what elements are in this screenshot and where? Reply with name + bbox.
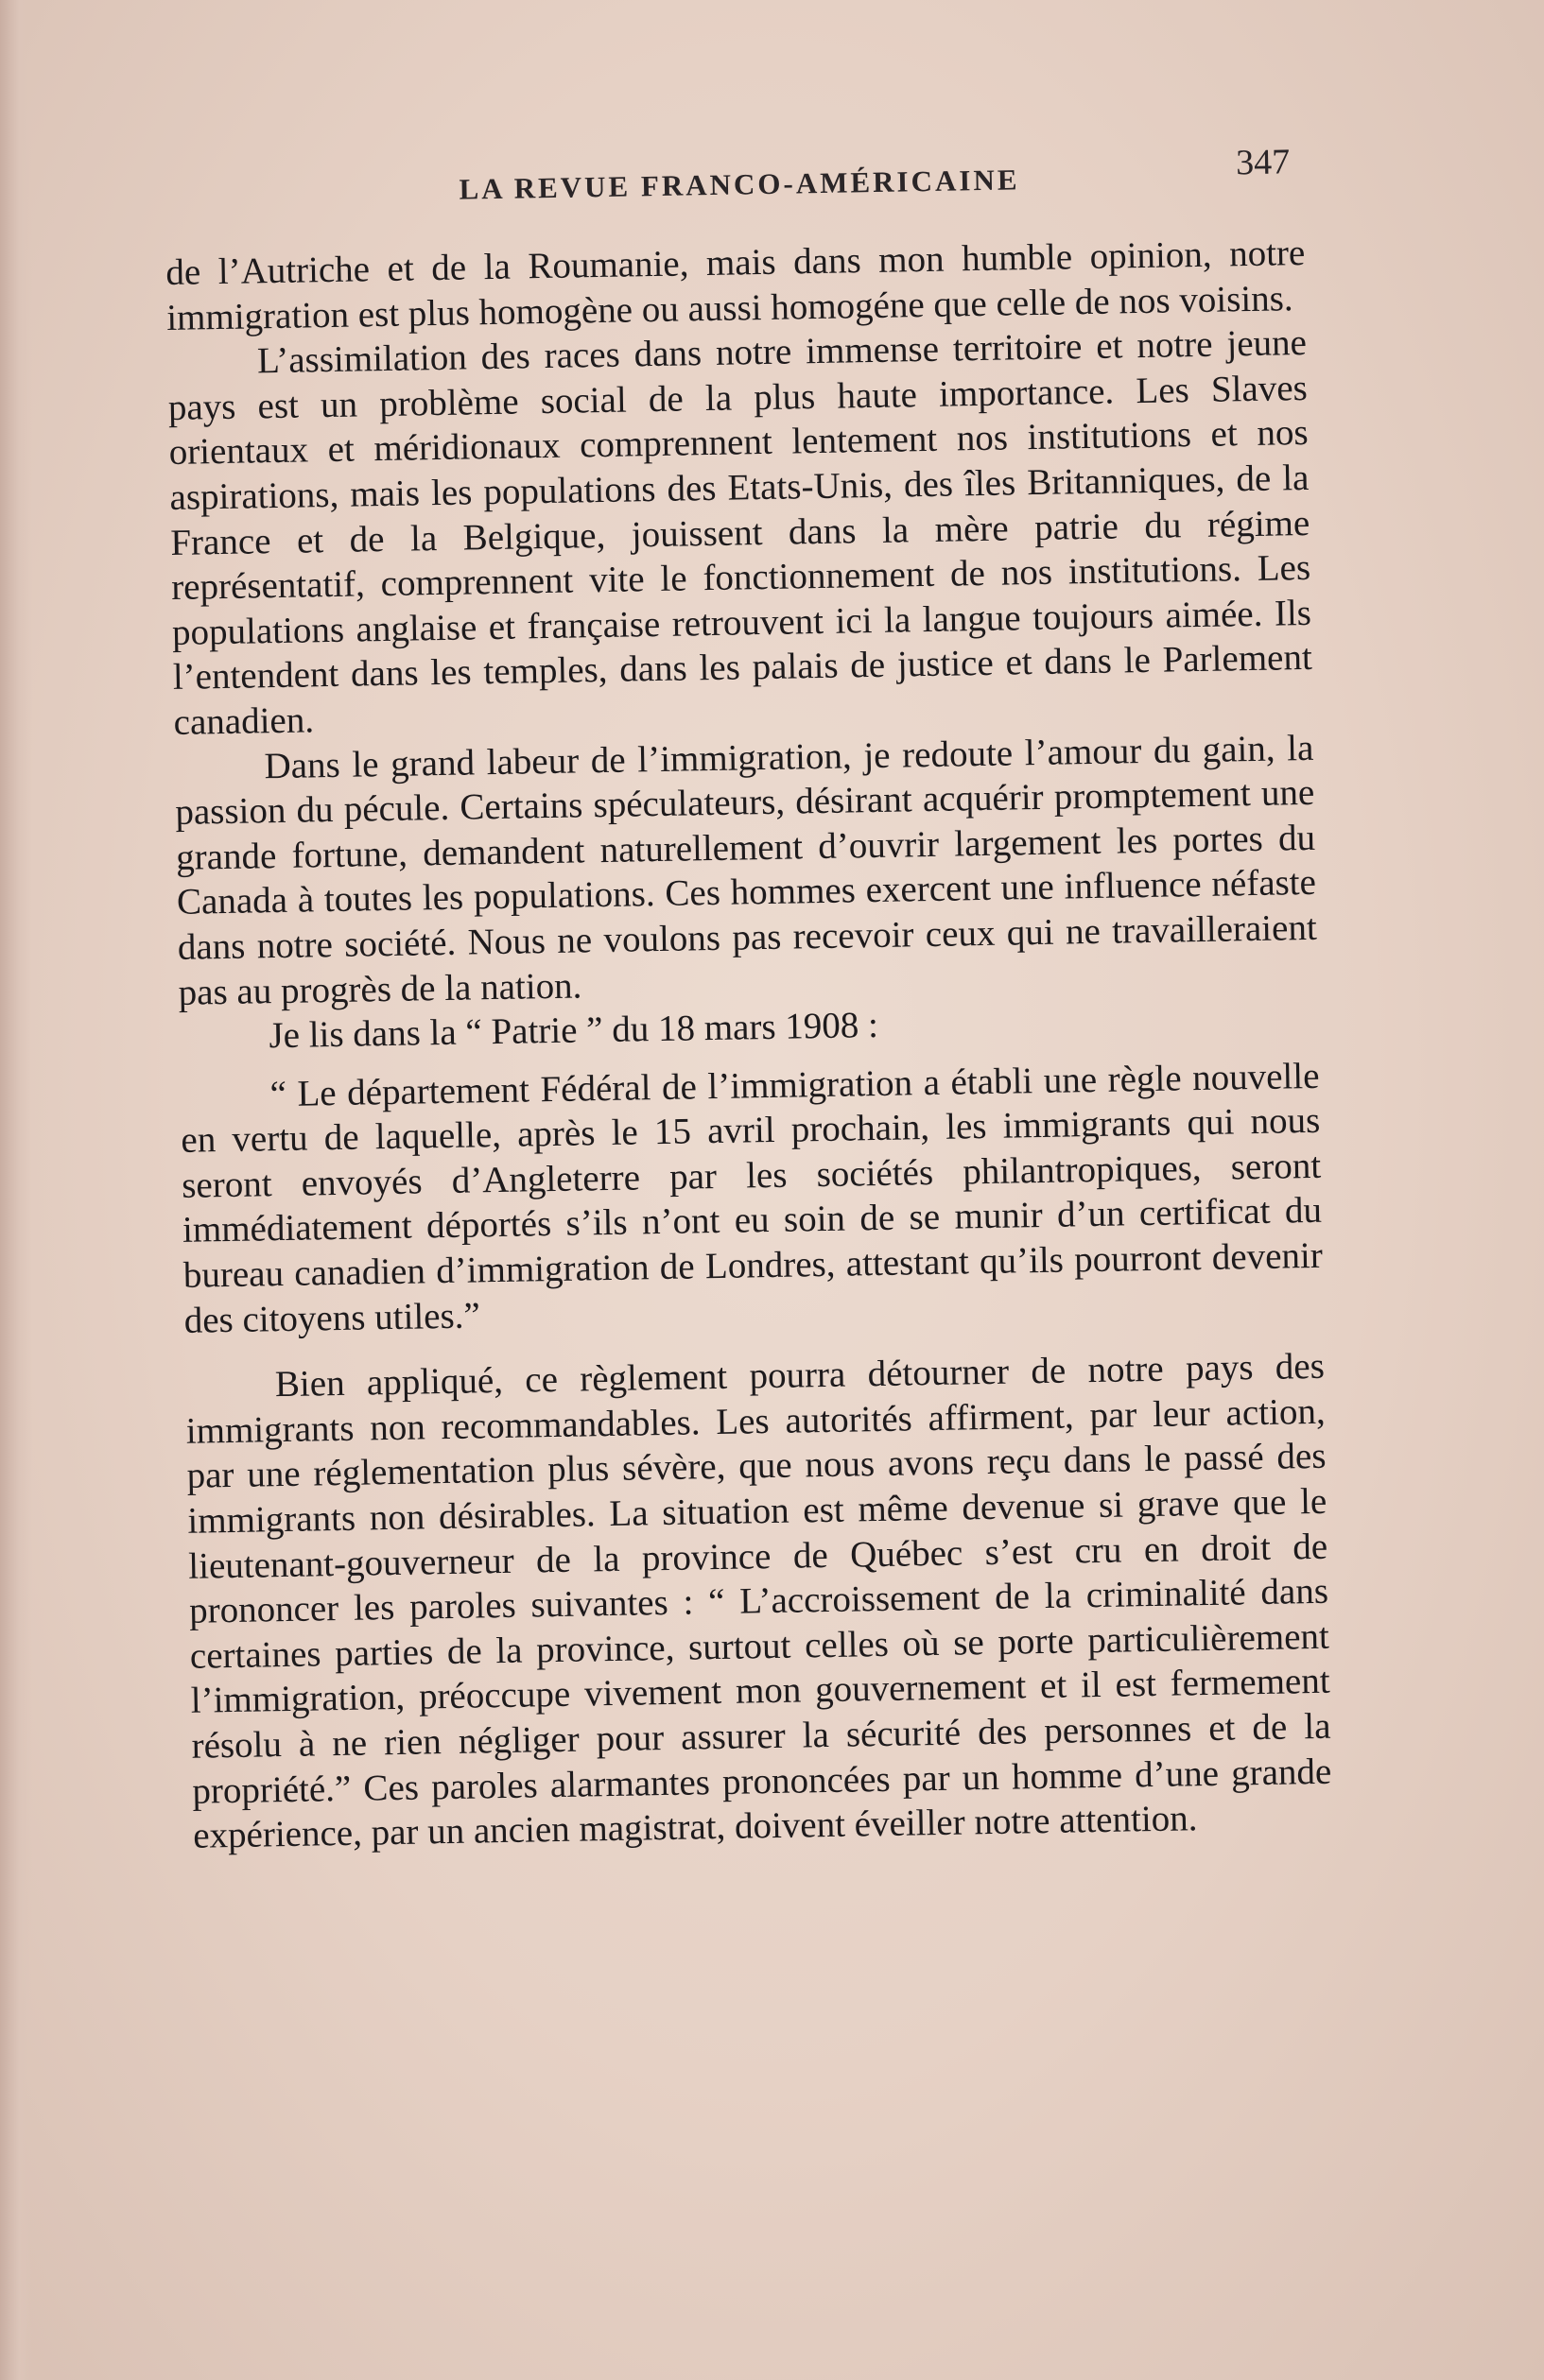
paragraph-immigration-labour: Dans le grand labeur de l’immigration, je redoute l’amour du gain, la passion du pécule. Certains spéculateurs, désirant acquérir promptement une grande fortune, demandent naturellement d’ouvrir largement les portes du Canada à toutes les populations. Ces hommes exercent une influence néfaste dans notre société. Nous ne voulons pas recevoir ceux qui ne travailleraient pas au progrès de la nation. [175,727,1318,1013]
block-quote-patrie: “ Le département Fédéral de l’immigration a établi une règle nouvelle en vertu de laquelle, après le 15 avril prochain, les immigrants qui nous seront envoyés d’Angleterre par les sociétés philantropiques, seront immédiatement déportés s’ils n’ont eu soin de se munir d’un certificat du bureau canadien d’immigration de Londres, attestant qu’ils pourront devenir des citoyens utiles.” [181,1055,1324,1341]
running-title: LA REVUE FRANCO-AMÉRICAINE [459,163,1020,206]
page-header [170,141,1306,217]
paragraph-assimilation: L’assimilation des races dans notre immense territoire et notre jeune pays est un problème social de la plus haute importance. Les Slaves orientaux et méridionaux comprennent lentement nos institutions et nos aspirations, mais les populations des Etats-Unis, des îles Britanniques, de la France et de la Belgique, jouissent dans la mère patrie du régime représentatif, comprennent vite le fonctionnement de nos institutions. Les populations anglaise et française retrouvent ici la langue toujours aimée. Ils l’entendent dans les temples, dans les palais de justice et dans le Parlement canadien. [167,322,1313,743]
body-text [165,231,1333,1859]
paragraph-continuation: de l’Autriche et de la Roumanie, mais dans mon humble opinion, notre immigration est plus homogène ou aussi homogéne que celle de nos voisins. [165,232,1306,338]
paragraph-patrie-intro: Je lis dans la “ Patrie ” du 18 mars 1908 : [269,1005,879,1057]
binding-edge [0,0,32,2380]
page-number: 347 [1235,142,1291,183]
paragraph-reglement: Bien appliqué, ce règlement pourra détourner de notre pays des immigrants non recommandables. Les autorités affirment, par leur action, par une réglementation plus sévère, que nous avons reçu dans le passé des immigrants non désirables. La situation est même devenue si grave que le lieutenant-gouverneur de la province de Québec s’est cru en droit de prononcer les paroles suivantes : “ L’accroissement de la criminalité dans certaines parties de la province, surtout celles où se porte particulièrement l’immigration, préoccupe vivement mon gouvernement et il est fermement résolu à ne rien négliger pour assurer la sécurité des personnes et de la propriété.” Ces paroles alarmantes prononcées par un homme d’une grande expérience, par un ancien magistrat, doivent éveiller notre attention. [185,1346,1332,1856]
